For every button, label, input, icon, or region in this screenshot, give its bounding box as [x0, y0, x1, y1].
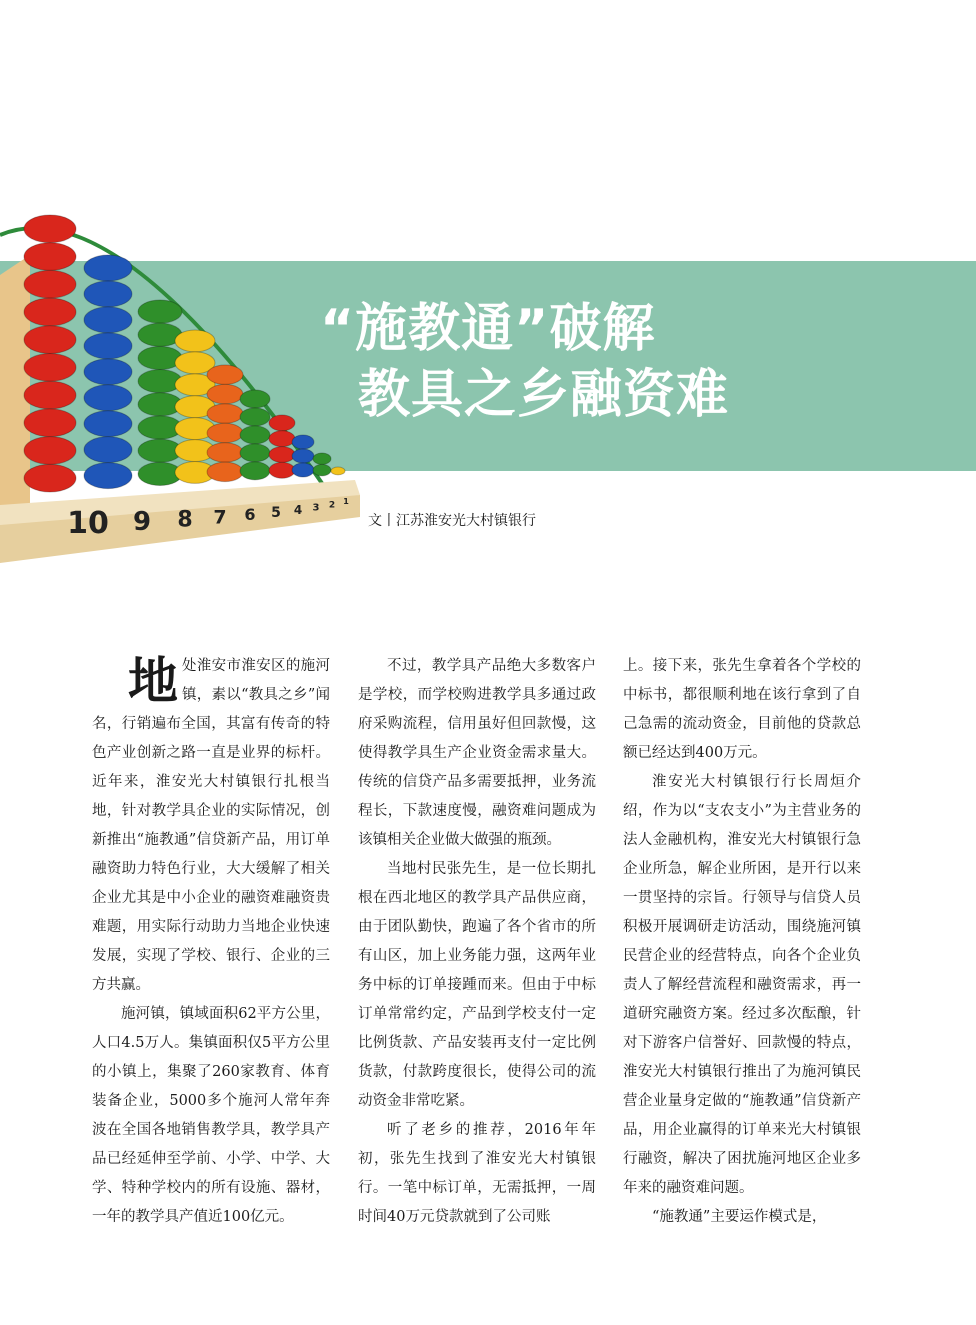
title-line-1: “施教通”破解	[320, 299, 656, 359]
paragraph: 不过，教学具产品绝大多数客户是学校，而学校购进教学具多通过政府采购流程，信用虽好但回款慢，这使得教学具生产企业资金需求量大。传统的信贷产品多需要抵押，业务流程长，下款速度慢，融资难问题成为该镇相关企业做大做强的瓶颈。	[358, 658, 596, 848]
abacus-bead	[207, 443, 243, 462]
abacus-bead	[240, 462, 270, 480]
abacus-digit: 7	[213, 506, 227, 529]
abacus-bead	[24, 243, 76, 271]
byline: 文丨江苏淮安光大村镇银行	[368, 513, 536, 529]
abacus-bead	[24, 437, 76, 465]
abacus-bead	[24, 464, 76, 492]
article-column-3	[623, 652, 861, 1232]
abacus-bead	[24, 298, 76, 326]
abacus-bead	[269, 447, 295, 463]
abacus-bead	[240, 390, 270, 408]
abacus-bead	[84, 411, 132, 437]
paragraph: “施教通”主要运作模式是，	[652, 1209, 827, 1225]
paragraph: 淮安光大村镇银行行长周烜介绍，作为以“支农支小”为主营业务的法人金融机构，淮安光大村镇银行急企业所急，解企业所困，是开行以来一贯坚持的宗旨。行领导与信贷人员积极开展调研走访活动，围绕施河镇民营企业的经营特点，向各个企业负责人了解经营流程和融资需求，再一道研究融资方案。经过多次酝酿，针对下游客户信誉好、回款慢的特点，淮安光大村镇银行推出了为施河镇民营企业量身定做的“施教通”信贷新产品，用企业赢得的订单来光大村镇银行融资，解决了困扰施河地区企业多年来的融资难问题。	[623, 774, 861, 1196]
abacus-digit: 6	[244, 505, 256, 525]
abacus-bead	[84, 255, 132, 281]
abacus-digit: 4	[293, 502, 303, 517]
abacus-bead	[84, 281, 132, 307]
abacus-bead	[269, 431, 295, 447]
paragraph: 听了老乡的推荐，2016年年初，张先生找到了淮安光大村镇银行。一笔中标订单，无需抵押，一周时间40万元贷款就到了公司账	[358, 1122, 596, 1225]
abacus-bead	[240, 444, 270, 462]
abacus-bead	[24, 354, 76, 382]
abacus-digit: 8	[177, 507, 193, 533]
abacus-bead	[24, 215, 76, 243]
abacus-bead	[292, 449, 314, 463]
abacus-bead	[84, 359, 132, 385]
paragraph-text: 处淮安市淮安区的施河镇，素以“教具之乡”闻名，行销遍布全国，其富有传奇的特色产业创新之路一直是业界的标杆。近年来，淮安光大村镇银行扎根当地，针对教学具企业的实际情况，创新推出“施教通”信贷新产品，用订单融资助力特色行业，大大缓解了相关企业尤其是中小企业的融资难融资贵难题，用实际行动助力当地企业快速发展，实现了学校、银行、企业的三方共赢。	[92, 658, 330, 993]
abacus-bead	[24, 381, 76, 409]
abacus-bead	[207, 423, 243, 442]
abacus-bead	[24, 270, 76, 298]
abacus-digit: 9	[132, 506, 152, 537]
article-column-1	[92, 652, 330, 1232]
paragraph	[92, 652, 330, 1000]
article-column-2	[358, 652, 596, 1232]
abacus-bead	[24, 326, 76, 354]
abacus-bead	[84, 385, 132, 411]
abacus-bead	[331, 467, 345, 475]
abacus-bead	[269, 462, 295, 478]
abacus-bead	[292, 463, 314, 477]
abacus-bead	[292, 435, 314, 449]
abacus-bead	[207, 384, 243, 403]
abacus-bead	[240, 408, 270, 426]
paragraph: 当地村民张先生，是一位长期扎根在西北地区的教学具产品供应商，由于团队勤快，跑遍了各个省市的所有山区，加上业务能力强，这两年业务中标的订单接踵而来。但由于中标订单常常约定，产品到学校支付一定比例货款、产品安装再支付一定比例货款，付款跨度很长，使得公司的流动资金非常吃紧。	[358, 861, 596, 1109]
abacus-bead	[207, 462, 243, 481]
abacus-bead	[138, 370, 182, 393]
abacus-bead	[24, 409, 76, 437]
abacus-digit: 1	[343, 497, 349, 507]
abacus-digit: 2	[328, 500, 336, 511]
abacus-bead	[313, 453, 331, 464]
abacus-bead	[84, 437, 132, 463]
abacus-bead	[84, 463, 132, 489]
drop-cap: 地	[128, 652, 178, 710]
article-title	[320, 296, 960, 428]
abacus-bead	[138, 300, 182, 323]
abacus-digit: 10	[67, 506, 109, 541]
abacus-bead	[84, 333, 132, 359]
abacus-digit: 3	[312, 502, 320, 514]
abacus-digit: 5	[271, 505, 281, 521]
paragraph: 上。接下来，张先生拿着各个学校的中标书，都很顺利地在该行拿到了自己急需的流动资金，目前他的贷款总额已经达到400万元。	[623, 658, 861, 761]
paragraph: 施河镇，镇域面积62平方公里，人口4.5万人。集镇面积仅5平方公里的小镇上，集聚了260家教育、体育装备企业，5000多个施河人常年奔波在全国各地销售教学具，教学具产品已经延伸至学前、小学、中学、大学、特种学校内的所有设施、器材，一年的教学具产值近100亿元。	[92, 1006, 330, 1225]
abacus-bead	[84, 307, 132, 333]
title-line-2: 教具之乡融资难	[358, 365, 730, 425]
abacus-bead	[313, 464, 331, 475]
abacus-illustration	[0, 195, 370, 565]
abacus-bead	[240, 426, 270, 444]
abacus-bead	[175, 330, 215, 352]
abacus-bead	[207, 365, 243, 384]
abacus-bead	[269, 415, 295, 431]
abacus-bead	[207, 404, 243, 423]
